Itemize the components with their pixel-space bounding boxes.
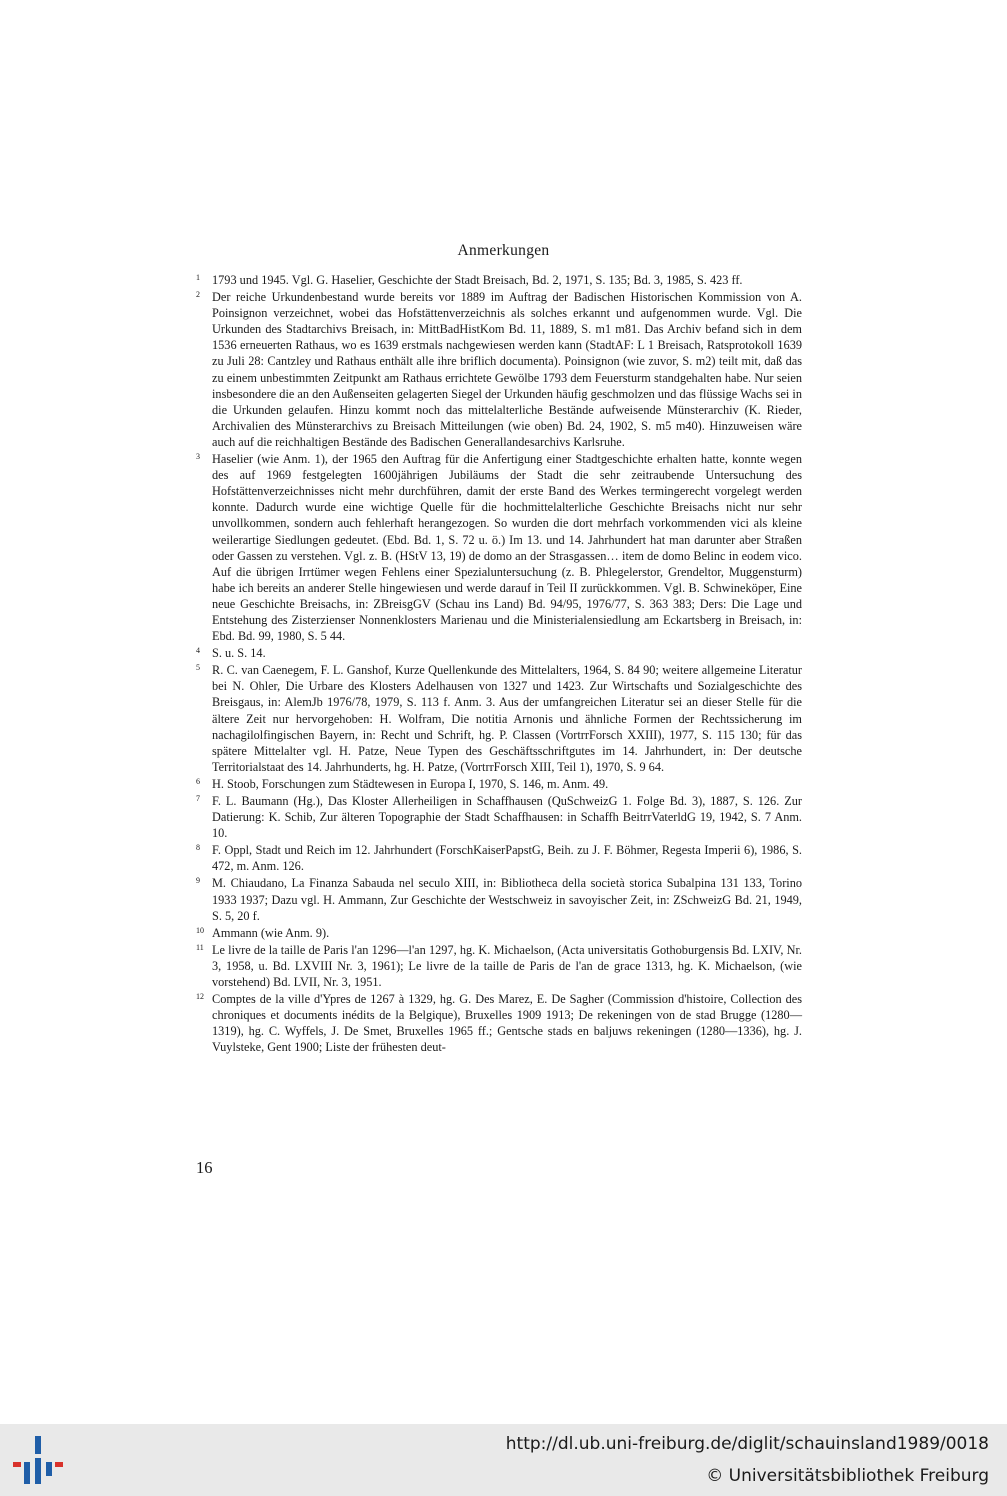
- footnote: [196, 662, 802, 775]
- footnote: [196, 289, 802, 450]
- footnote-number: 3: [196, 452, 200, 462]
- footnote: [196, 925, 802, 941]
- footnote-number: 4: [196, 646, 200, 656]
- footnote-text: R. C. van Caenegem, F. L. Ganshof, Kurze Quellenkunde des Mittelalters, 1964, S. 84 90; weitere allgemeine Literatur bei N. Ohler, Die Urbare des Klosters Adelhausen von 1327 und 1423. Zur Wirtschafts und Sozialgeschichte des Breisgaus, in: AlemJb 1976/78, 1979, S. 113 f. Anm. 3. Aus der umfangreichen Literatur sei an dieser Stelle für die ältere Zeit nur hervorgehoben: H. Wolfram, Die notitia Arnonis und ähnliche Formen der Rechtssicherung im nachagilolfingischen Bayern, in: Recht und Schrift, hg. P. Classen (VortrrForsch XXIII), 1977, S. 115 130; für das spätere Mittelalter vgl. H. Patze, Neue Typen des Geschäftsschriftgutes im 14. Jahrhundert, in: Der deutsche Territorialstaat des 14. Jahrhunderts, hg. H. Patze, (VortrrForsch XIII, Teil 1), 1970, S. 9 64.: [212, 663, 802, 774]
- footnote: [196, 776, 802, 792]
- footnote: [196, 793, 802, 841]
- footnote-number: 10: [196, 925, 204, 935]
- footnote: [196, 645, 802, 661]
- footnote-number: 12: [196, 992, 204, 1002]
- footnote-text: Der reiche Urkundenbestand wurde bereits vor 1889 im Auftrag der Badischen Historischen Kommission von A. Poinsignon verzeichnet, wobei das Hofstättenverzeichnis als solches erkannt und aufgenommen wurde. Vgl. Die Urkunden des Stadtarchivs Breisach, in: MittBadHistKom Bd. 11, 1889, S. m1 m81. Das Archiv befand sich in dem 1536 erneuerten Rathaus, wo es 1639 erstmals nachgewiesen werden kann (StadtAF: L 1 Breisach, Ratsprotokoll 1639 zu Juli 28: Cantzley und Rathaus enthält alle ihre briflich documenta). Poinsignon (wie zuvor, S. m2) teilt mit, daß das zu einem unbestimmten Zeitpunkt am Rathaus errichtete Gewölbe 1793 dem Feuersturm standgehalten habe. Nur seien insbesondere die an den Außenseiten gelagerten Siegel der Urkunden häufig geschmolzen und das flüssige Wachs sei in die Urkunden gelaufen. Hinzu kommt noch das mittelalterliche Bestände aufweisende Münsterarchiv (K. Rieder, Archivalien des Münsterarchivs zu Breisach Mitteilungen (wie oben) Bd. 24, 1902, S. m5 m40). Hinzuweisen wäre auch auf die reichhaltigen Bestände des Badischen Generallandesarchivs Karlsruhe.: [212, 290, 802, 449]
- footnote-text: F. L. Baumann (Hg.), Das Kloster Allerheiligen in Schaffhausen (QuSchweizG 1. Folge Bd. 3), 1887, S. 126. Zur Datierung: K. Schib, Zur älteren Topographie der Stadt Schaffhausen: in Schaffh BeitrrVaterldG 19, 1942, S. 7 Anm. 10.: [212, 794, 802, 841]
- footnote: [196, 842, 802, 874]
- footnote-text: F. Oppl, Stadt und Reich im 12. Jahrhundert (ForschKaiserPapstG, Beih. zu J. F. Böhmer, Regesta Imperii 6), 1986, S. 472, m. Anm. 126.: [212, 843, 802, 874]
- footnote-number: 5: [196, 663, 200, 673]
- footnote-number: 8: [196, 843, 200, 853]
- footnote-number: 9: [196, 876, 200, 886]
- footnote: [196, 991, 802, 1055]
- footnote-number: 1: [196, 273, 200, 282]
- library-footer-bar: [0, 1424, 1007, 1496]
- footnote-number: 6: [196, 776, 200, 786]
- footnote-text: Comptes de la ville d'Ypres de 1267 à 1329, hg. G. Des Marez, E. De Sagher (Commission d'histoire, Collection des chroniques et documents inédits de la Belgique), Bruxelles 1909 1913; De rekeningen von de stad Brugge (1280—1319), hg. C. Wyffels, J. De Smet, Bruxelles 1965 ff.; Gentsche stads en baljuws rekeningen (1280—1336), hg. J. Vuylsteke, Gent 1900; Liste der frühesten deut-: [212, 992, 802, 1055]
- footnotes-list: [196, 272, 802, 1057]
- footnote-text: 1793 und 1945. Vgl. G. Haselier, Geschichte der Stadt Breisach, Bd. 2, 1971, S. 135; Bd. 3, 1985, S. 423 ff.: [212, 273, 743, 287]
- footnote-text: Ammann (wie Anm. 9).: [212, 925, 330, 940]
- page-number: 16: [196, 1158, 213, 1177]
- ub-freiburg-logo-icon: [10, 1432, 66, 1488]
- footnote-number: 11: [196, 942, 204, 952]
- footnote-number: 2: [196, 290, 200, 300]
- digital-copy-link[interactable]: http://dl.ub.uni-freiburg.de/diglit/schauinsland1989/0018: [505, 1434, 989, 1454]
- footnote-text: Le livre de la taille de Paris l'an 1296—l'an 1297, hg. K. Michaelson, (Acta universitatis Gothoburgensis Bd. LXIV, Nr. 3, 1958, u. Bd. LXVIII Nr. 3, 1961); Le livre de la taille de Paris de l'an de grace 1313, hg. K. Michaelson, (wie vorstehend) Bd. LVII, Nr. 3, 1951.: [212, 942, 802, 990]
- footnote-number: 7: [196, 794, 200, 803]
- footnote-text: H. Stoob, Forschungen zum Städtewesen in Europa I, 1970, S. 146, m. Anm. 49.: [212, 776, 609, 791]
- footnote: [196, 942, 802, 990]
- footnote: [196, 451, 802, 644]
- page-title: Anmerkungen: [457, 242, 550, 259]
- footnote: [196, 875, 802, 923]
- footnote-text: M. Chiaudano, La Finanza Sabauda nel seculo XIII, in: Bibliotheca della società storica Subalpina 131 133, Torino 1933 1937; Dazu vgl. H. Ammann, Zur Geschichte der Westschweiz in savoyischer Zeit, in: ZSchweizG Bd. 21, 1949, S. 5, 20 f.: [212, 876, 802, 923]
- copyright-text: © Universitätsbibliothek Freiburg: [706, 1466, 989, 1486]
- footnote-text: S. u. S. 14.: [212, 646, 266, 661]
- footnote: [196, 272, 802, 288]
- footnote-text: Haselier (wie Anm. 1), der 1965 den Auftrag für die Anfertigung einer Stadtgeschichte erhalten hatte, konnte wegen des auf 1969 festgelegten 1600jährigen Jubiläums der Stadt die sehr zeitraubende Untersuchung des Hofstättenverzeichnisses nicht mehr durchführen, damit der erste Band des Werkes termingerecht vorgelegt werden konnte. Dadurch wurde eine wichtige Quelle für die hochmittelalterliche Geschichte Breisachs nicht nur sehr unvollkommen, sondern auch fehlerhaft herangezogen. So wurden die dort mehrfach vorkommenden vici als kleine weilerartige Siedlungen gedeutet. (Ebd. Bd. 1, S. 72 u. ö.) Im 13. und 14. Jahrhundert hat man darunter aber Straßen oder Gassen zu verstehen. Vgl. z. B. (HStV 13, 19) de domo an der Strasgassen… item de domo Belinc in eodem vico. Auf die übrigen Irrtümer wegen Fehlens einer Spezialuntersuchung (z. B. Phlegelerstor, Grendeltor, Muggensturm) habe ich bereits an anderer Stelle hingewiesen und werde darauf in Teil II zurückkommen. Vgl. B. Schwineköper, Eine neue Geschichte Breisachs, in: ZBreisgGV (Schau ins Land) Bd. 94/95, 1976/77, S. 363 383; Ders: Die Lage und Entstehung des Zisterzienser Nonnenklosters Marienau und die Ministerialensiedlung am Eckartsberg in Breisach, in: Ebd. Bd. 99, 1980, S. 5 44.: [212, 452, 802, 644]
